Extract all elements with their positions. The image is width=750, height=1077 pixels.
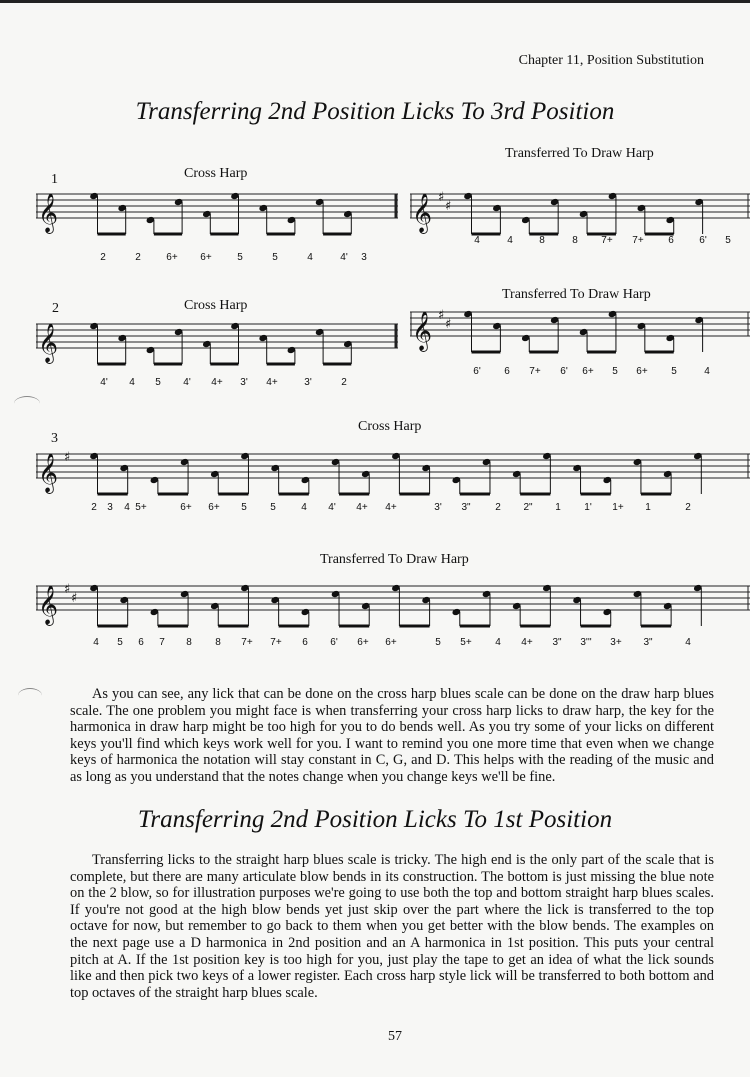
music-staff xyxy=(410,180,750,242)
hole-number: 3' xyxy=(304,377,312,388)
hole-number: 6+ xyxy=(636,366,648,377)
hole-number: 3" xyxy=(552,637,562,648)
hole-number: 6+ xyxy=(582,366,594,377)
treble-clef: 𝄞 xyxy=(38,193,59,233)
hole-number: 4+ xyxy=(521,637,533,648)
music-staff xyxy=(36,572,750,638)
hole-number: 5 xyxy=(117,637,123,648)
hole-number: 4 xyxy=(704,366,710,377)
draw-harp-label: Transferred To Draw Harp xyxy=(502,287,651,302)
paragraph-text: As you can see, any lick that can be done on the cross harp blues scale can be done on the draw harp blues scale. The one problem you might face is when transferring your cross harp licks to draw harp, the key for the harmonica in draw harp might be too high for you to do bends well. As you try some of your licks on different keys you'll find which keys work well for you. I want to remind you one more time that even when we change keys of harmonica the notation will stay constant in C, G, and D. This helps with the reading of the music and as long as you understand that the notes change when you change keys we'll be fine. xyxy=(70,686,714,785)
body-paragraph xyxy=(70,686,714,786)
page-mark xyxy=(18,688,42,703)
hole-numbers xyxy=(0,366,750,380)
draw-harp-label: Transferred To Draw Harp xyxy=(505,146,654,161)
hole-number: 6 xyxy=(668,235,674,246)
example-number: 3 xyxy=(51,431,58,446)
hole-number: 1+ xyxy=(612,502,624,513)
hole-number: 7 xyxy=(159,637,165,648)
hole-number: 4+ xyxy=(356,502,368,513)
hole-number: 6+ xyxy=(180,502,192,513)
hole-number: 8 xyxy=(186,637,192,648)
hole-number: 4 xyxy=(307,252,313,263)
hole-numbers xyxy=(0,252,750,266)
cross-harp-label: Cross Harp xyxy=(358,419,422,434)
hole-number: 6' xyxy=(560,366,568,377)
hole-number: 4' xyxy=(340,252,348,263)
hole-number: 3" xyxy=(643,637,653,648)
hole-number: 6+ xyxy=(200,252,212,263)
hole-number: 6 xyxy=(504,366,510,377)
paragraph-text: Transferring licks to the straight harp blues scale is tricky. The high end is the only part of the scale that is complete, but there are many articulate blow bends in its construction. The bottom is just missing the blue note on the 2 blow, so for illustration purposes we're going to use both the top and bottom straight harp blues scales. If you're not good at the high blow bends yet just skip over the part where the lick is transferred to the top octave for now, but remember to go back to them when you get better with the blow bends. The examples on the next page use a D harmonica in 2nd position and an A harmonica in 1st position. This puts your central pitch at A. If the 1st position key is too high for you, just play the tape to get an idea of what the lick sounds like and then pick two keys of a lower register. Each cross harp style lick will be transferred to both bottom and top octaves of the straight harp blues scale. xyxy=(70,852,714,1001)
running-header: Chapter 11, Position Substitution xyxy=(518,53,704,68)
hole-number: 4' xyxy=(328,502,336,513)
hole-number: 8 xyxy=(539,235,545,246)
hole-number: 6+ xyxy=(208,502,220,513)
hole-number: 1' xyxy=(584,502,592,513)
hole-number: 7+ xyxy=(270,637,282,648)
treble-clef: 𝄞 xyxy=(38,323,59,363)
draw-harp-label: Transferred To Draw Harp xyxy=(320,552,469,567)
hole-numbers xyxy=(0,235,750,249)
hole-number: 2 xyxy=(91,502,97,513)
hole-number: 5 xyxy=(612,366,618,377)
hole-number: 4 xyxy=(685,637,691,648)
sharp-sign: ♯ xyxy=(64,582,71,597)
page-mark xyxy=(14,396,40,411)
top-border xyxy=(0,0,750,3)
treble-clef: 𝄞 xyxy=(38,453,59,493)
sharp-sign: ♯ xyxy=(64,450,71,465)
hole-number: 7+ xyxy=(529,366,541,377)
hole-number: 4 xyxy=(301,502,307,513)
hole-number: 4 xyxy=(495,637,501,648)
hole-number: 4 xyxy=(93,637,99,648)
hole-number: 5+ xyxy=(135,502,147,513)
hole-number: 6' xyxy=(473,366,481,377)
hole-number: 5 xyxy=(272,252,278,263)
treble-clef: 𝄞 xyxy=(412,193,433,233)
hole-number: 6 xyxy=(138,637,144,648)
hole-number: 4' xyxy=(183,377,191,388)
hole-number: 4+ xyxy=(211,377,223,388)
hole-number: 5 xyxy=(435,637,441,648)
hole-number: 6+ xyxy=(385,637,397,648)
hole-number: 4 xyxy=(507,235,513,246)
hole-number: 4' xyxy=(100,377,108,388)
example-number: 1 xyxy=(51,172,58,187)
hole-number: 3 xyxy=(361,252,367,263)
hole-number: 3' xyxy=(434,502,442,513)
hole-number: 4 xyxy=(474,235,480,246)
hole-number: 6 xyxy=(302,637,308,648)
sharp-sign: ♯ xyxy=(445,317,452,332)
hole-number: 7+ xyxy=(601,235,613,246)
hole-number: 2 xyxy=(135,252,141,263)
sharp-sign: ♯ xyxy=(438,190,445,205)
treble-clef: 𝄞 xyxy=(412,311,433,351)
example-number: 2 xyxy=(52,301,59,316)
hole-number: 8 xyxy=(215,637,221,648)
hole-number: 6+ xyxy=(357,637,369,648)
hole-number: 5 xyxy=(155,377,161,388)
hole-number: 3" xyxy=(461,502,471,513)
music-staff xyxy=(36,440,750,506)
sharp-sign: ♯ xyxy=(445,199,452,214)
hole-number: 6' xyxy=(699,235,707,246)
cross-harp-label: Cross Harp xyxy=(184,166,248,181)
hole-number: 6+ xyxy=(166,252,178,263)
hole-number: 2" xyxy=(523,502,533,513)
hole-number: 2 xyxy=(100,252,106,263)
hole-number: 4 xyxy=(129,377,135,388)
sharp-sign: ♯ xyxy=(71,591,78,606)
hole-number: 2 xyxy=(685,502,691,513)
hole-numbers xyxy=(0,502,750,516)
hole-number: 4+ xyxy=(266,377,278,388)
hole-number: 5 xyxy=(270,502,276,513)
hole-number: 4 xyxy=(124,502,130,513)
hole-number: 2 xyxy=(341,377,347,388)
hole-number: 6' xyxy=(330,637,338,648)
hole-number: 5 xyxy=(237,252,243,263)
hole-number: 7+ xyxy=(632,235,644,246)
body-paragraph xyxy=(70,852,714,1001)
music-staff xyxy=(410,298,750,364)
hole-number: 7+ xyxy=(241,637,253,648)
hole-number: 5 xyxy=(671,366,677,377)
music-staff xyxy=(36,180,398,242)
section-title-1st-position: Transferring 2nd Position Licks To 1st Position xyxy=(137,806,613,833)
hole-number: 3+ xyxy=(610,637,622,648)
hole-number: 3' xyxy=(240,377,248,388)
cross-harp-label: Cross Harp xyxy=(184,298,248,313)
hole-number: 1 xyxy=(645,502,651,513)
hole-number: 5 xyxy=(725,235,731,246)
hole-number: 5+ xyxy=(460,637,472,648)
page-number: 57 xyxy=(388,1029,402,1044)
hole-number: 4+ xyxy=(385,502,397,513)
hole-number: 3''' xyxy=(580,637,592,648)
treble-clef: 𝄞 xyxy=(38,585,59,625)
hole-number: 5 xyxy=(241,502,247,513)
section-title-3rd-position: Transferring 2nd Position Licks To 3rd Position xyxy=(135,98,615,125)
hole-number: 8 xyxy=(572,235,578,246)
hole-number: 3 xyxy=(107,502,113,513)
sharp-sign: ♯ xyxy=(438,308,445,323)
hole-number: 1 xyxy=(555,502,561,513)
hole-numbers xyxy=(0,637,750,651)
hole-number: 2 xyxy=(495,502,501,513)
